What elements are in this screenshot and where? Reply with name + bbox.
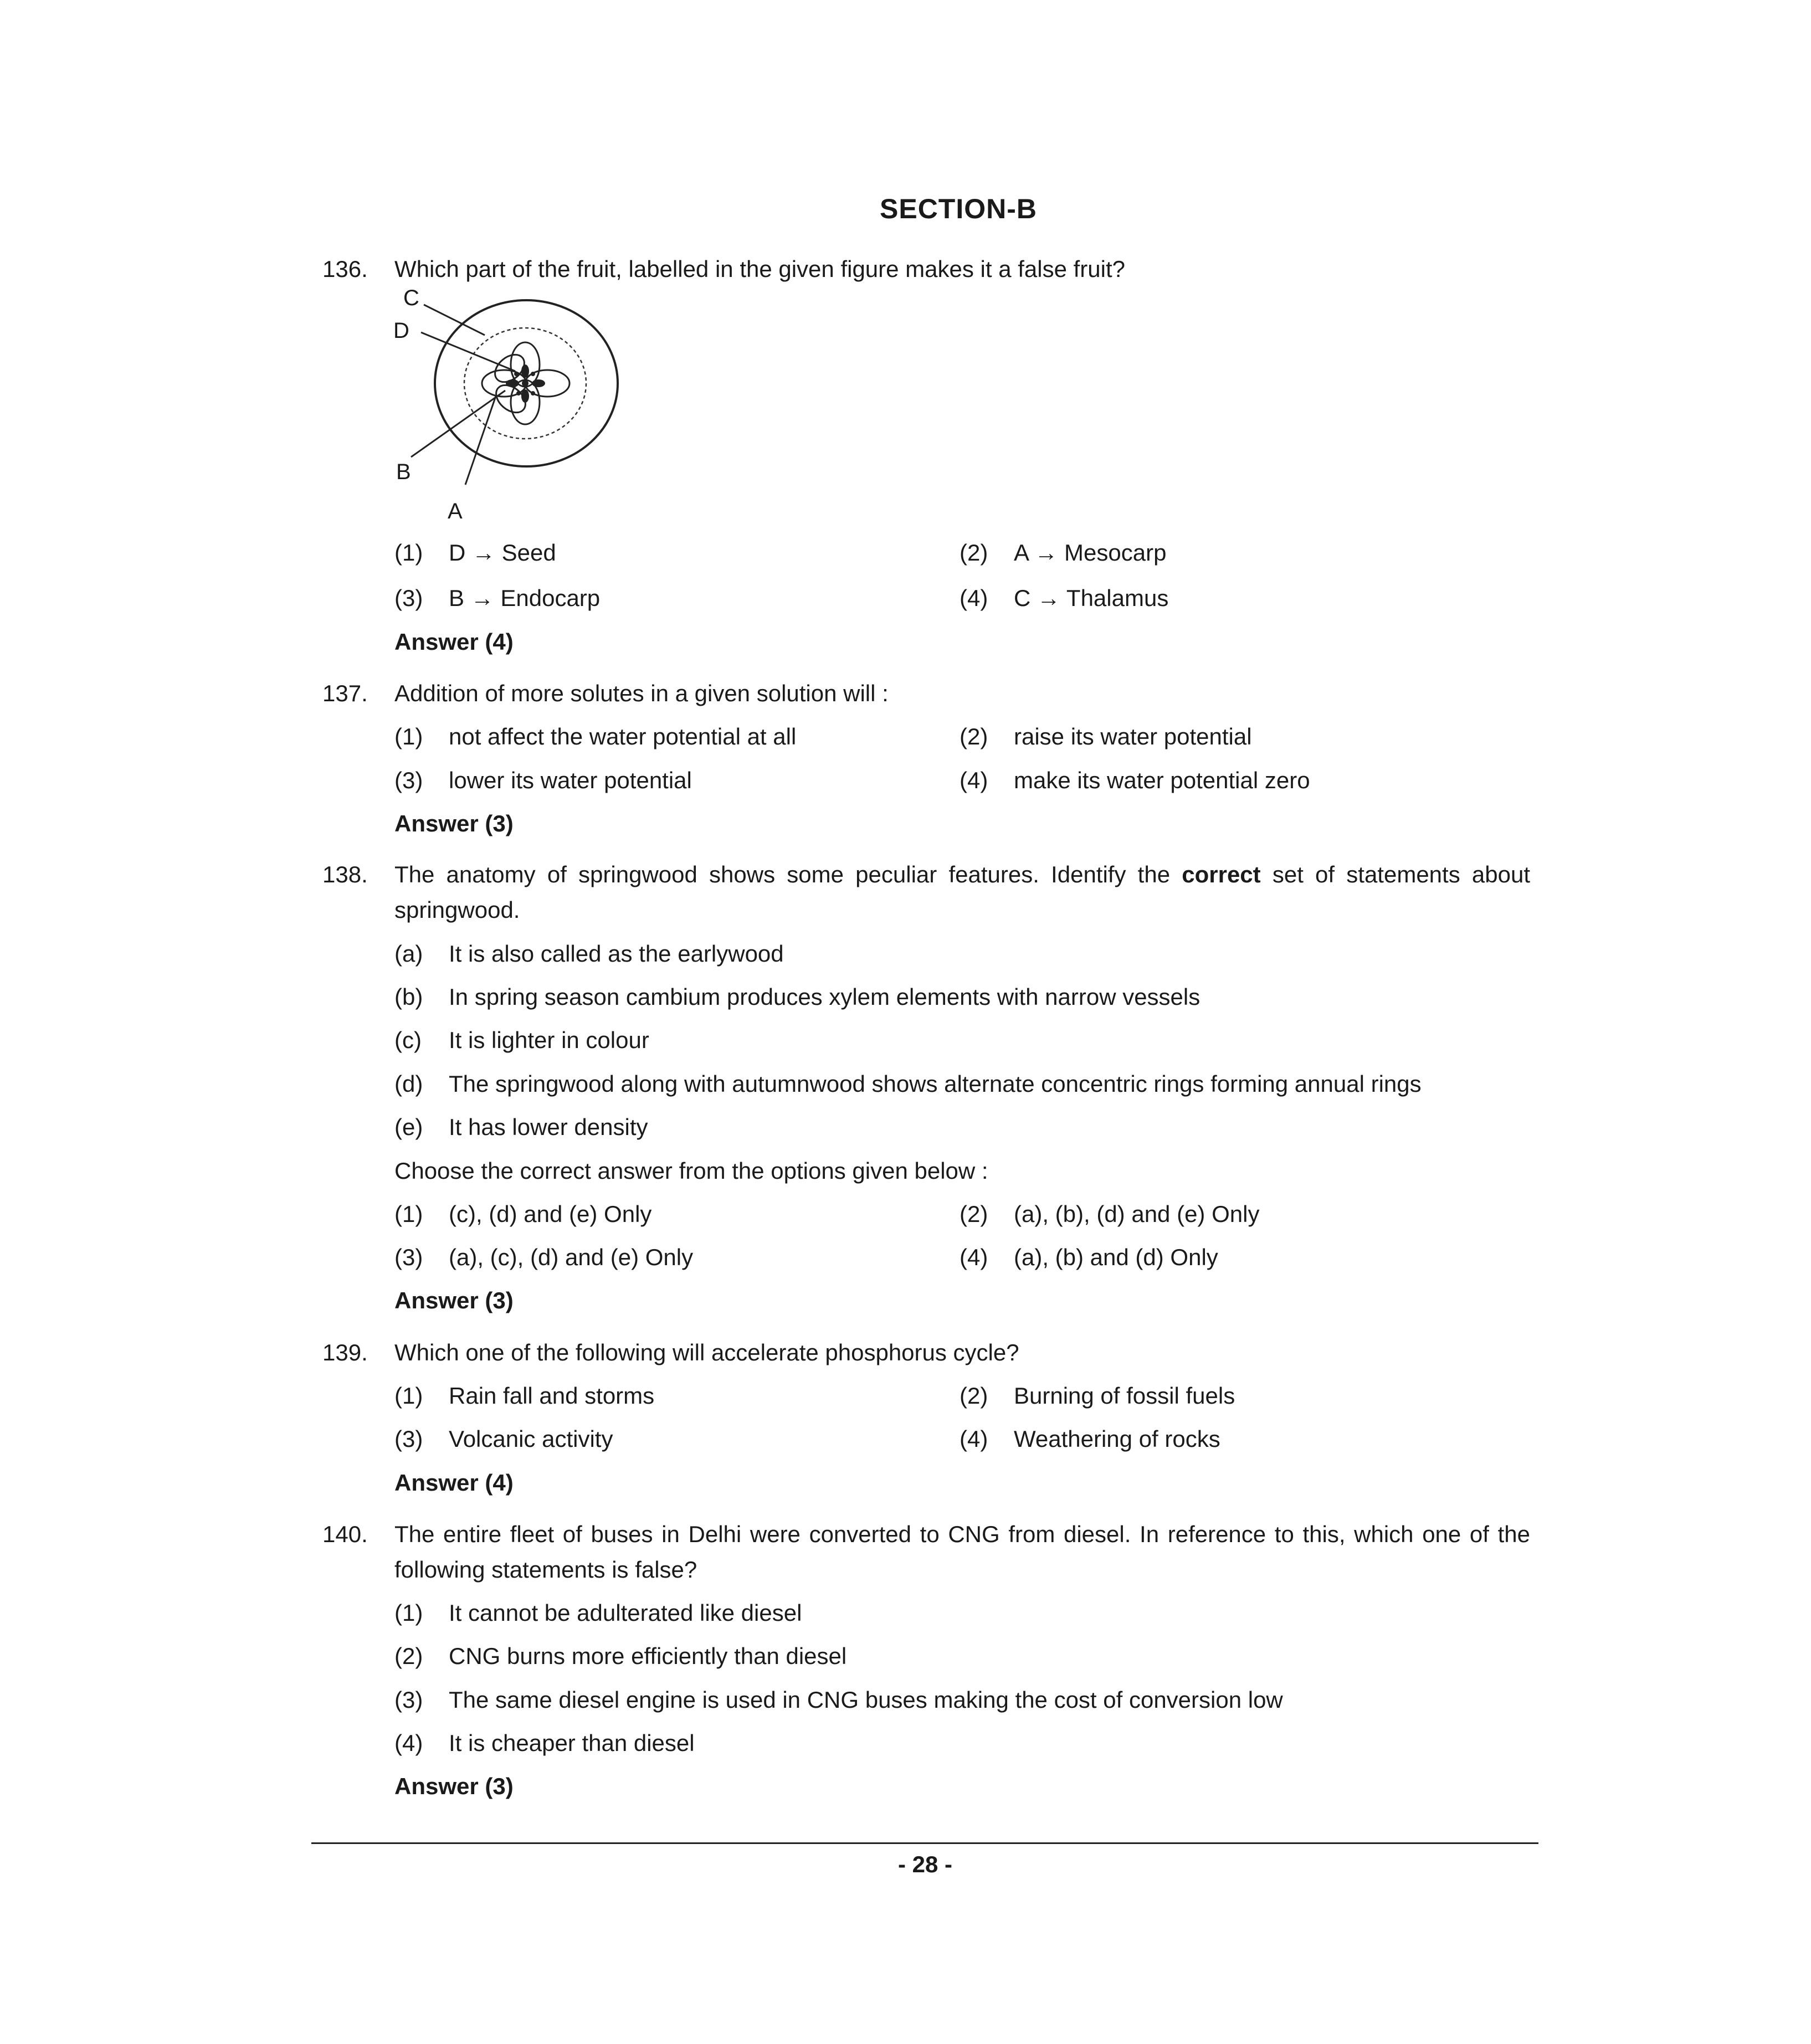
option-text: (a), (c), (d) and (e) Only (449, 1244, 694, 1270)
figure-label-d: D (393, 319, 409, 343)
option-text: Burning of fossil fuels (1014, 1383, 1235, 1409)
statement-label: (e) (394, 1114, 423, 1140)
option-text: C → Thalamus (1014, 585, 1169, 611)
option-text: (a), (b), (d) and (e) Only (1014, 1201, 1260, 1227)
statement-label: (d) (394, 1071, 423, 1097)
option-text: (c), (d) and (e) Only (449, 1201, 652, 1227)
option-text: make its water potential zero (1014, 767, 1310, 793)
option-label: (1) (394, 540, 423, 566)
question-number: 136. (322, 256, 368, 282)
option-2 (960, 719, 1252, 754)
option-label: (4) (960, 767, 988, 793)
option-label: (4) (394, 1730, 423, 1756)
option-3 (394, 1240, 693, 1275)
option-label: (3) (394, 767, 423, 793)
statement-label: (a) (394, 941, 423, 967)
option-label: (4) (960, 1244, 988, 1270)
answer-138: Answer (3) (394, 1287, 514, 1313)
option-3 (394, 581, 600, 616)
option-label: (1) (394, 1600, 423, 1626)
option-text: Volcanic activity (449, 1426, 613, 1452)
answer-140: Answer (3) (394, 1773, 514, 1799)
option-label: (1) (394, 1201, 423, 1227)
statement-text: In spring season cambium produces xylem elements with narrow vessels (449, 984, 1201, 1010)
option-label: (2) (960, 723, 988, 749)
question-text: The entire fleet of buses in Delhi were converted to CNG from diesel. In reference to this, which one of the following statements is false? (394, 1521, 1530, 1583)
option-1 (394, 719, 796, 754)
option-3 (394, 1682, 1283, 1718)
question-text (394, 857, 1530, 928)
option-label: (2) (960, 1383, 988, 1409)
question-139 (322, 1335, 1530, 1370)
option-label: (3) (394, 1687, 423, 1713)
figure-label-a: A (448, 499, 463, 523)
answer-139: Answer (4) (394, 1470, 514, 1496)
option-label: (2) (394, 1643, 423, 1669)
option-4 (960, 763, 1310, 798)
instruction-text: Choose the correct answer from the options given below : (394, 1158, 988, 1184)
option-label: (1) (394, 1383, 423, 1409)
option-1 (394, 1595, 802, 1631)
option-3 (394, 763, 692, 798)
question-140 (322, 1517, 1530, 1588)
option-4 (960, 1240, 1218, 1275)
option-text: Rain fall and storms (449, 1383, 655, 1409)
option-1 (394, 535, 556, 571)
option-text: CNG burns more efficiently than diesel (449, 1643, 847, 1669)
section-title: SECTION-B (880, 193, 1037, 224)
option-text: B → Endocarp (449, 585, 601, 611)
option-1 (394, 1196, 651, 1232)
question-number: 140. (322, 1521, 368, 1547)
question-number: 139. (322, 1339, 368, 1365)
figure-label-b: B (396, 460, 411, 484)
question-text-part: The anatomy of springwood shows some peculiar features. Identify the (394, 861, 1182, 887)
option-label: (2) (960, 1201, 988, 1227)
question-137 (322, 676, 1530, 711)
option-label: (2) (960, 540, 988, 566)
option-text: D → Seed (449, 540, 556, 566)
option-2 (394, 1639, 846, 1674)
option-label: (3) (394, 1244, 423, 1270)
answer-136: Answer (4) (394, 629, 514, 655)
false-fruit-figure (388, 288, 632, 532)
option-text: (a), (b) and (d) Only (1014, 1244, 1218, 1270)
statement-d (394, 1066, 1422, 1102)
statement-text: It is also called as the earlywood (449, 941, 784, 967)
figure-label-c: C (403, 286, 419, 310)
option-label: (1) (394, 723, 423, 749)
option-text: It is cheaper than diesel (449, 1730, 695, 1756)
option-4 (960, 1421, 1220, 1457)
option-1 (394, 1378, 654, 1414)
question-text: Which part of the fruit, labelled in the given figure makes it a false fruit? (394, 256, 1126, 282)
statement-a (394, 936, 784, 972)
apple-cross-section-diagram (388, 288, 632, 532)
option-label: (3) (394, 585, 423, 611)
option-label: (4) (960, 585, 988, 611)
option-text: not affect the water potential at all (449, 723, 797, 749)
option-text: raise its water potential (1014, 723, 1252, 749)
option-2 (960, 535, 1166, 571)
answer-137: Answer (3) (394, 810, 514, 836)
option-text: The same diesel engine is used in CNG buses making the cost of conversion low (449, 1687, 1283, 1713)
statement-label: (c) (394, 1027, 422, 1053)
statement-text: It is lighter in colour (449, 1027, 649, 1053)
option-text: It cannot be adulterated like diesel (449, 1600, 802, 1626)
statement-e (394, 1110, 648, 1145)
option-4 (394, 1725, 695, 1761)
option-2 (960, 1196, 1259, 1232)
question-number: 137. (322, 680, 368, 706)
option-text: A → Mesocarp (1014, 540, 1167, 566)
option-4 (960, 581, 1168, 616)
option-text: lower its water potential (449, 767, 692, 793)
option-3 (394, 1421, 613, 1457)
question-number: 138. (322, 861, 368, 887)
footer-divider (311, 1842, 1538, 1844)
option-2 (960, 1378, 1235, 1414)
question-text-part: set of statements about springwood. (394, 861, 1530, 923)
statement-label: (b) (394, 984, 423, 1010)
statement-b (394, 979, 1200, 1015)
question-138 (322, 857, 1530, 928)
question-text: Addition of more solutes in a given solution will : (394, 680, 889, 706)
page-number: - 28 - (897, 1851, 953, 1877)
statement-text: It has lower density (449, 1114, 648, 1140)
option-text: Weathering of rocks (1014, 1426, 1220, 1452)
option-label: (3) (394, 1426, 423, 1452)
statement-text: The springwood along with autumnwood shows alternate concentric rings forming annual rings (449, 1071, 1422, 1097)
question-136 (322, 251, 1530, 287)
question-text-emphasis: correct (1182, 861, 1261, 887)
option-label: (4) (960, 1426, 988, 1452)
question-text: Which one of the following will accelerate phosphorus cycle? (394, 1339, 1019, 1365)
statement-c (394, 1023, 649, 1058)
